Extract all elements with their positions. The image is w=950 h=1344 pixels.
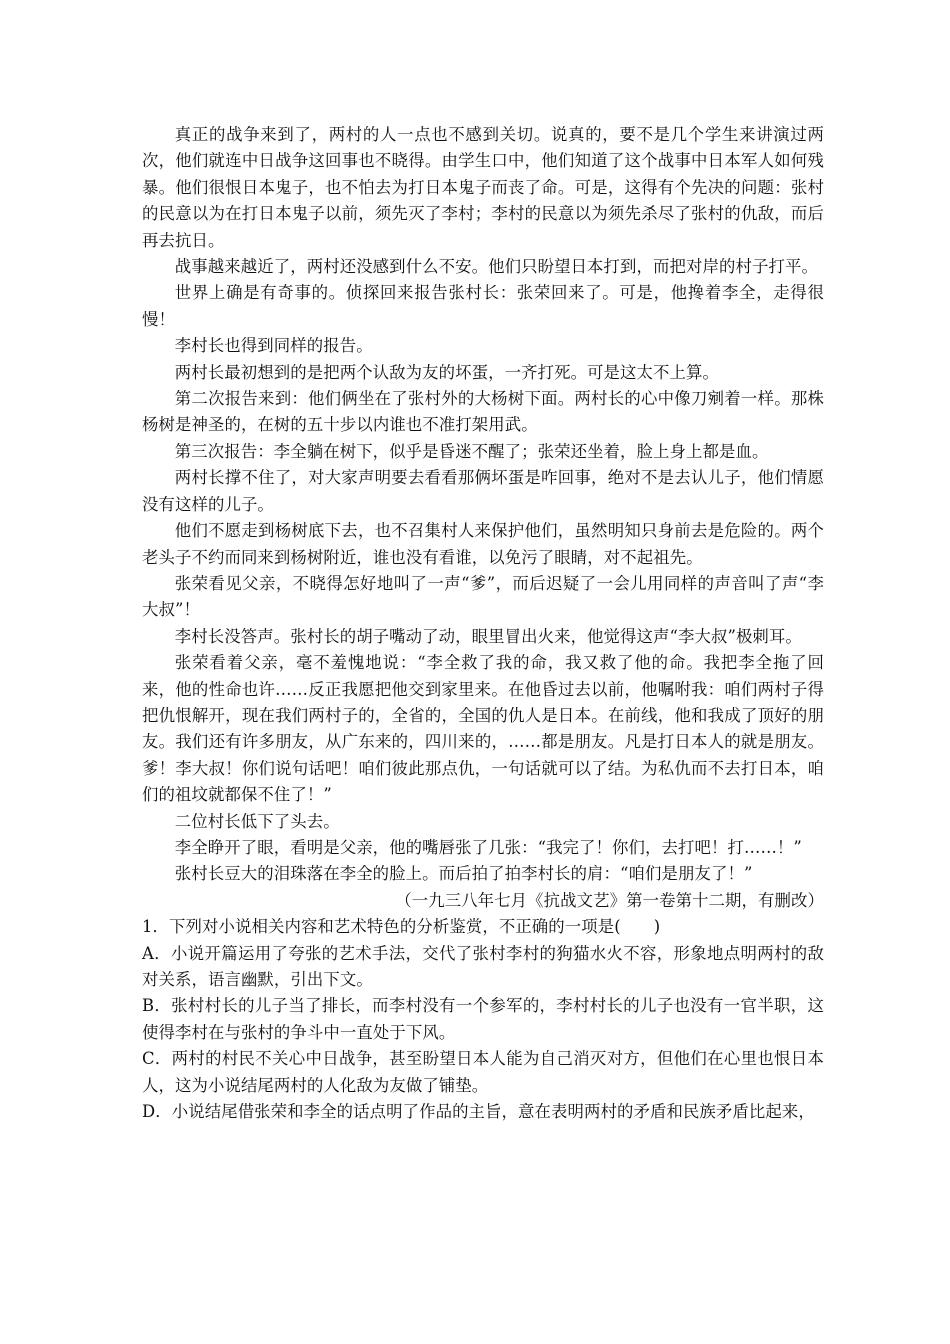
document-body	[142, 122, 824, 1125]
story-paragraph: 李村长也得到同样的报告。	[174, 336, 373, 356]
story-paragraph: 第二次报告来到：他们俩坐在了张村外的大杨树下面。两村长的心中像刀剜着一样。那株杨树是神圣的，在树的五十步以内谁也不准打架用武。	[142, 389, 824, 435]
story-paragraph: 战事越来越近了，两村还没感到什么不安。他们只盼望日本打到，而把对岸的村子打平。	[174, 257, 818, 277]
story-paragraph: 张荣看见父亲，不晓得怎好地叫了一声“爹”，而后迟疑了一会儿用同样的声音叫了声“李大叔”！	[142, 573, 824, 620]
answer-option-c: C．两村的村民不关心中日战争，甚至盼望日本人能为自己消灭对方，但他们在心里也恨日本人，这为小说结尾两村的人化敌为友做了铺垫。	[142, 1049, 824, 1095]
answer-option-d: D．小说结尾借张荣和李全的话点明了作品的主旨，意在表明两村的矛盾和民族矛盾比起来，	[142, 1102, 815, 1122]
answer-option-a: A．小说开篇运用了夸张的艺术手法，交代了张村李村的狗猫水火不容，形象地点明两村的敌对关系，语言幽默，引出下文。	[142, 943, 824, 989]
story-paragraph: 世界上确是有奇事的。侦探回来报告张村长：张荣回来了。可是，他搀着李全，走得很慢！	[142, 283, 824, 329]
story-paragraph: 张村长豆大的泪珠落在李全的脸上。而后拍了拍李村长的肩：“咱们是朋友了！”	[174, 864, 753, 884]
story-paragraph: 李全睁开了眼，看明是父亲，他的嘴唇张了几张：“我完了！你们，去打吧！打……！”	[174, 837, 802, 857]
story-paragraph: 二位村长低下了头去。	[174, 811, 340, 831]
story-paragraph: 第三次报告：李全躺在树下，似乎是昏迷不醒了；张荣还坐着，脸上身上都是血。	[174, 441, 769, 461]
story-paragraph: 他们不愿走到杨树底下去，也不召集村人来保护他们，虽然明知只身前去是危险的。两个老头子不约而同来到杨树附近，谁也没有看谁，以免污了眼睛，对不起祖先。	[142, 521, 824, 567]
answer-option-b: B．张村村长的儿子当了排长，而李村没有一个参军的，李村村长的儿子也没有一官半职，这使得李村在与张村的争斗中一直处于下风。	[142, 996, 824, 1042]
source-citation: （一九三八年七月《抗战文艺》第一卷第十二期，有删改）	[395, 890, 824, 910]
story-paragraph: 真正的战争来到了，两村的人一点也不感到关切。说真的，要不是几个学生来讲演过两次，他们就连中日战争这回事也不晓得。由学生口中，他们知道了这个战事中日本军人如何残暴。他们很恨日本鬼子，也不怕去为打日本鬼子而丧了命。可是，这得有个先决的问题：张村的民意以为在打日本鬼子以前，须先灭了李村；李村的民意以为须先杀尽了张村的仇敌，而后再去抗日。	[142, 125, 824, 250]
story-paragraph: 张荣看着父亲，毫不羞愧地说：“李全救了我的命，我又救了他的命。我把李全拖了回来，他的性命也许……反正我愿把他交到家里来。在他昏过去以前，他嘱咐我：咱们两村子得把仇恨解开，现在我们两村子的，全省的，全国的仇人是日本。在前线，他和我成了顶好的朋友。我们还有许多朋友，从广东来的，四川来的，……都是朋友。凡是打日本人的就是朋友。爹！李大叔！你们说句话吧！咱们彼此那点仇，一句话就可以了结。为私仇而不去打日本，咱们的祖坟就都保不住了！”	[142, 653, 824, 805]
story-paragraph: 李村长没答声。张村长的胡子嘴动了动，眼里冒出火来，他觉得这声“李大叔”极刺耳。	[174, 626, 802, 646]
story-paragraph: 两村长最初想到的是把两个认敌为友的坏蛋，一齐打死。可是这太不上算。	[174, 362, 719, 382]
question-stem: 1．下列对小说相关内容和艺术特色的分析鉴赏，不正确的一项是( )	[142, 917, 661, 937]
story-paragraph: 两村长撑不住了，对大家声明要去看看那俩坏蛋是咋回事，绝对不是去认儿子，他们情愿没有这样的儿子。	[142, 468, 824, 514]
